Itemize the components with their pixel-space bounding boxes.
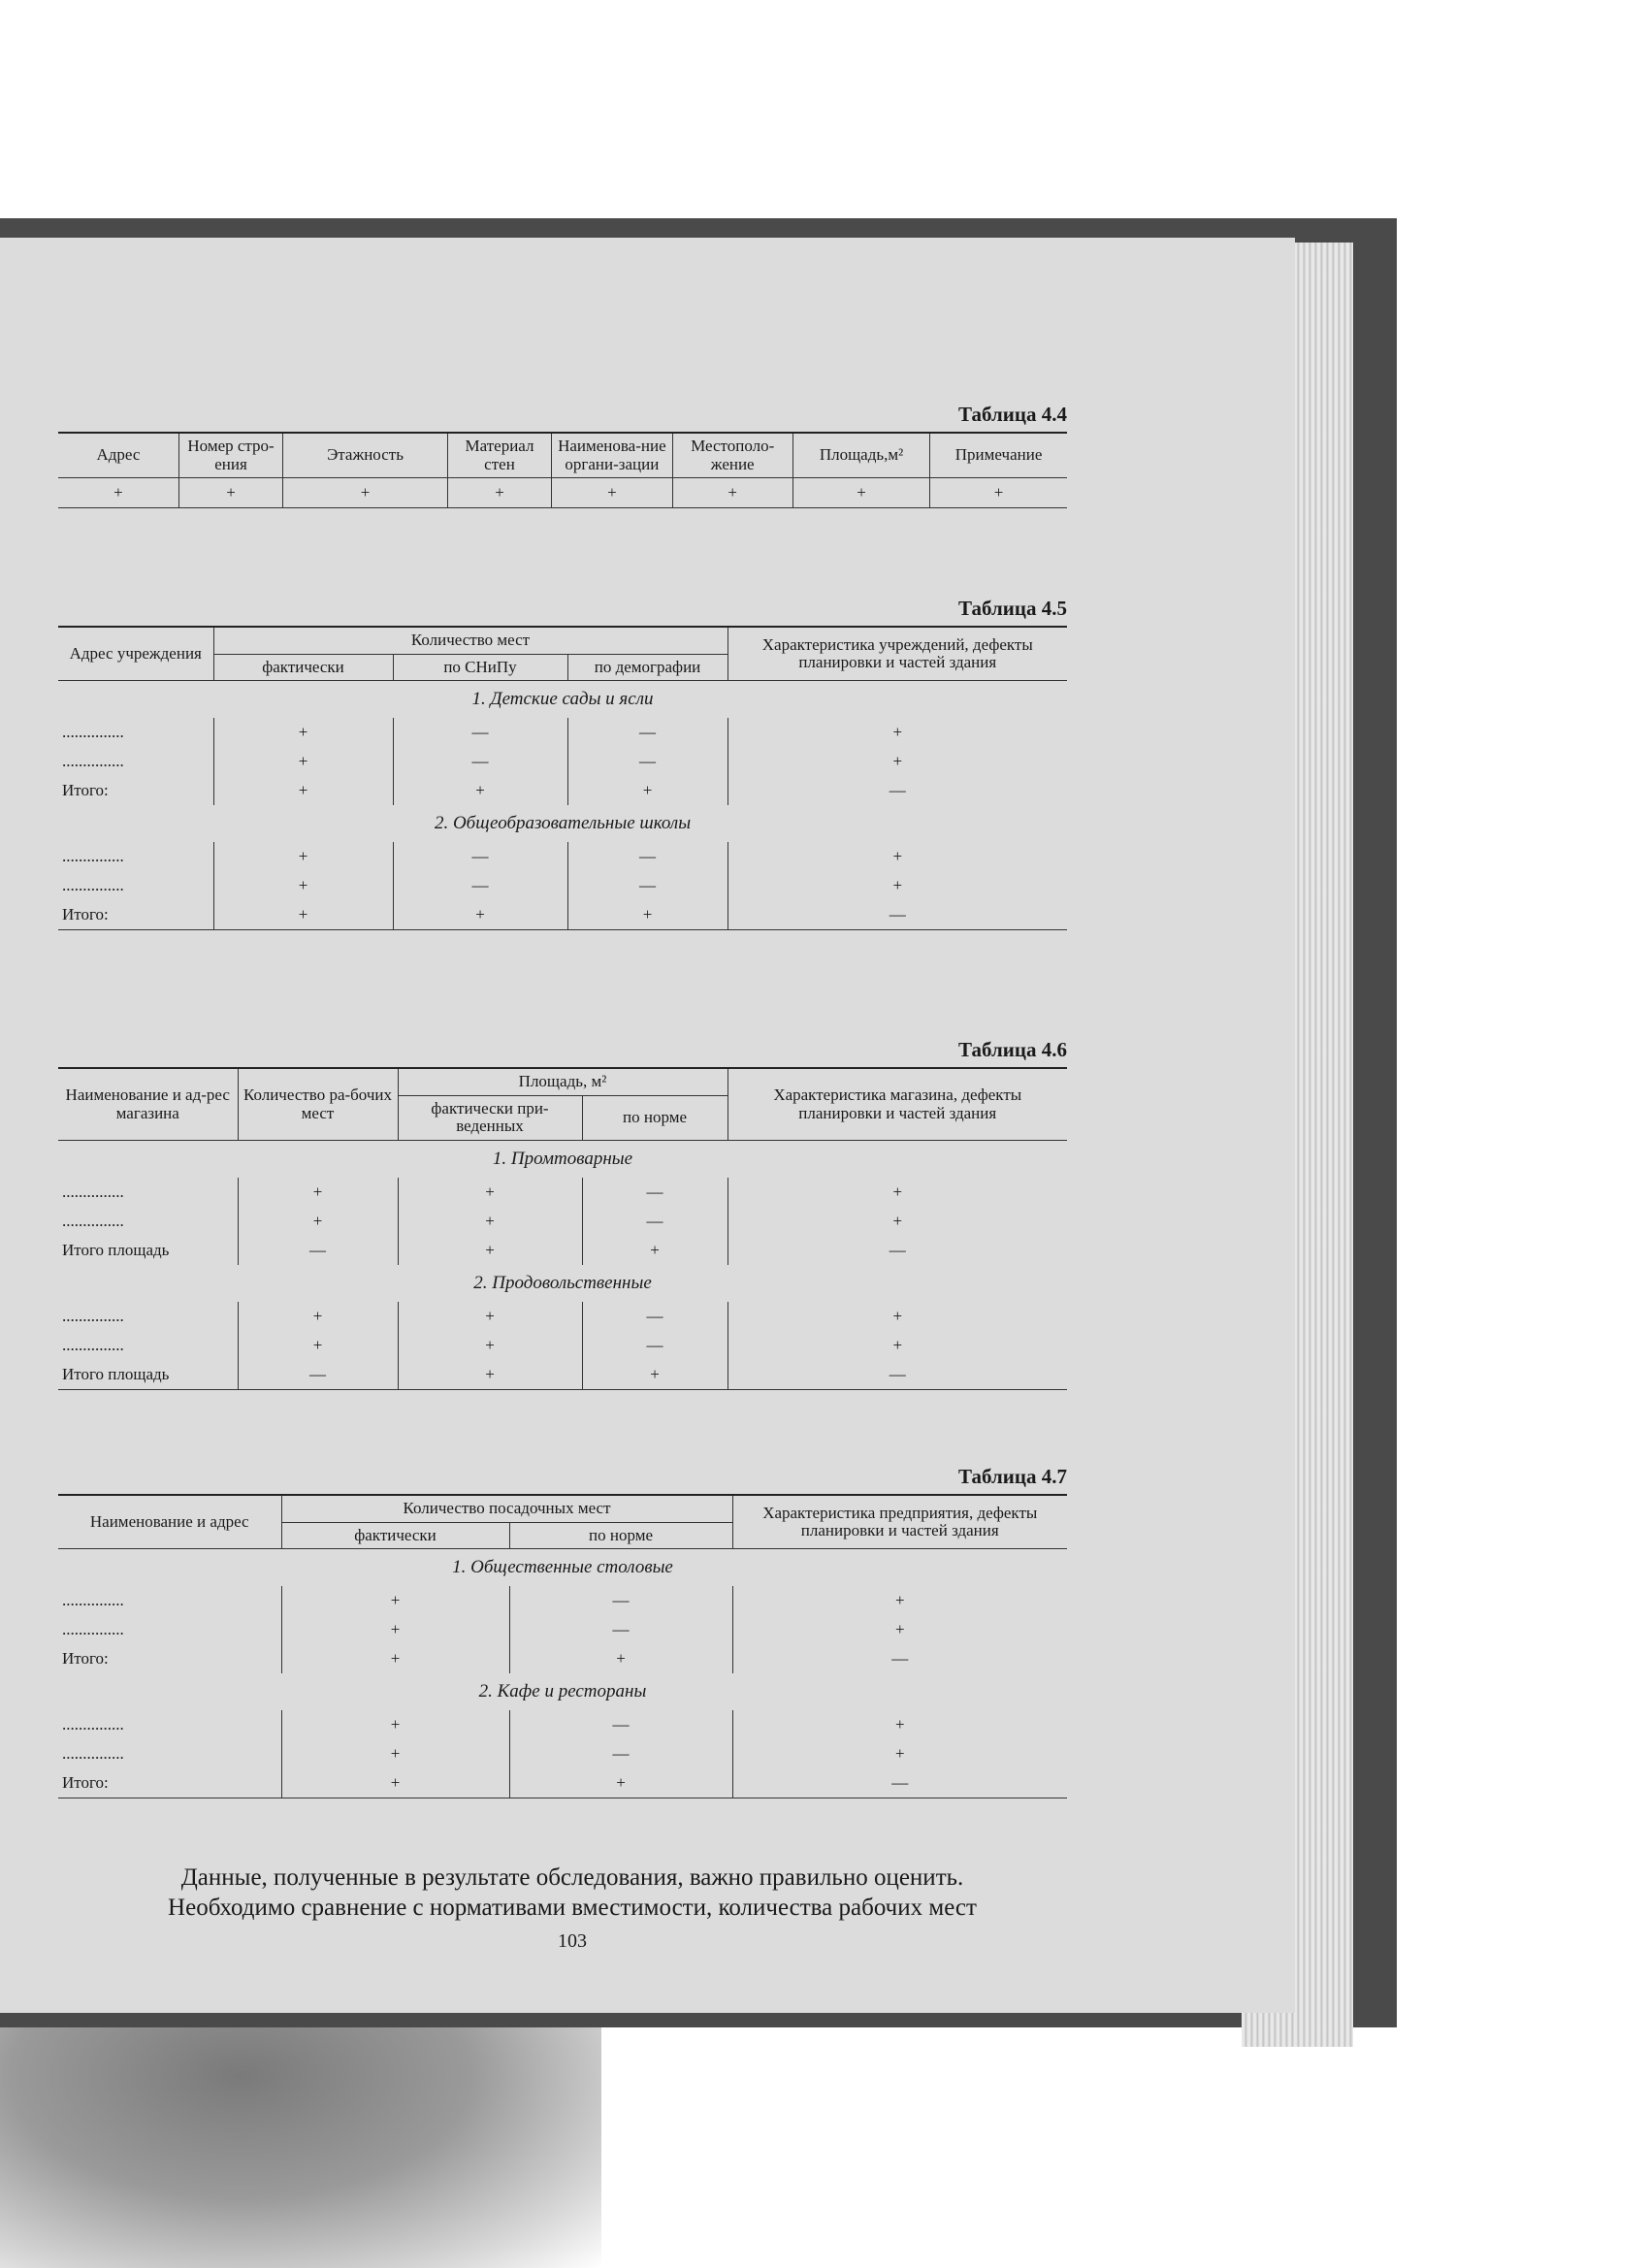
section-title: 2. Кафе и рестораны: [478, 1681, 647, 1702]
header-fact: фактически: [281, 1522, 509, 1549]
row-label: ...............: [58, 1710, 281, 1739]
table-row: [58, 1302, 1067, 1331]
table-header-row: [58, 1495, 1067, 1522]
header-workers: Количество ра-бочих мест: [238, 1068, 398, 1141]
cell: +: [728, 1178, 1067, 1207]
cell: +: [398, 1207, 582, 1236]
cell: +: [213, 871, 393, 900]
cell: +: [281, 1739, 509, 1768]
table-4-7-caption: Таблица 4.7: [958, 1465, 1067, 1488]
cell: +: [552, 478, 672, 508]
cell: +: [728, 1302, 1067, 1331]
table-row: [58, 1768, 1067, 1798]
table-4-4-caption: Таблица 4.4: [958, 403, 1067, 426]
cell: +: [213, 776, 393, 805]
cell: +: [509, 1768, 732, 1798]
table-row: [58, 1207, 1067, 1236]
cell: +: [672, 478, 792, 508]
table-row: [58, 776, 1067, 805]
cell: +: [567, 776, 728, 805]
header-fact: фактически: [213, 654, 393, 681]
row-label: ...............: [58, 842, 213, 871]
cell: —: [238, 1360, 398, 1390]
table-4-5: [58, 626, 1067, 930]
cell: +: [213, 900, 393, 930]
cell: +: [213, 747, 393, 776]
table-row: [58, 1615, 1067, 1644]
header-cell: Наименова-ние органи-зации: [552, 433, 672, 478]
table-header-row: [58, 627, 1067, 654]
header-name: Наименование и адрес: [58, 1495, 281, 1549]
section-row: [58, 1141, 1067, 1179]
row-label: ...............: [58, 1331, 238, 1360]
cell: +: [393, 776, 567, 805]
cell: —: [567, 842, 728, 871]
cell: —: [728, 776, 1067, 805]
cell: +: [447, 478, 551, 508]
table-4-5-caption: Таблица 4.5: [958, 597, 1067, 620]
body-text-line: Данные, полученные в результате обследования, важно правильно оценить.: [180, 1864, 964, 1891]
row-label: Итого:: [58, 900, 213, 930]
cell: —: [509, 1739, 732, 1768]
cell: +: [582, 1236, 728, 1265]
cell: —: [728, 900, 1067, 930]
table-row: [58, 747, 1067, 776]
row-label: Итого площадь: [58, 1360, 238, 1390]
cell: +: [281, 1768, 509, 1798]
section-row: [58, 1549, 1067, 1587]
cell: —: [393, 871, 567, 900]
table-row: [58, 1644, 1067, 1673]
header-cell: Площадь,м²: [792, 433, 929, 478]
section-title: 1. Промтоварные: [58, 1141, 1067, 1179]
cell: —: [238, 1236, 398, 1265]
cell: —: [393, 842, 567, 871]
header-cell: Материал стен: [447, 433, 551, 478]
cell: —: [567, 871, 728, 900]
cell: +: [732, 1739, 1067, 1768]
table-header-row: [58, 433, 1067, 478]
cell: —: [582, 1331, 728, 1360]
cell: —: [567, 747, 728, 776]
table-4-4: [58, 432, 1067, 508]
row-label: ...............: [58, 1207, 238, 1236]
cell: +: [509, 1644, 732, 1673]
header-area: Площадь, м²: [398, 1068, 728, 1095]
cell: +: [238, 1207, 398, 1236]
cell: +: [238, 1331, 398, 1360]
header-cell: Адрес: [58, 433, 178, 478]
cell: +: [732, 1586, 1067, 1615]
section-title: 1. Общественные столовые: [58, 1549, 1067, 1587]
row-label: ...............: [58, 747, 213, 776]
cell: +: [567, 900, 728, 930]
table-row: [58, 1586, 1067, 1615]
header-characteristic: Характеристика учреждений, дефекты планировки и частей здания: [728, 627, 1067, 681]
cell: —: [509, 1615, 732, 1644]
cell: —: [582, 1178, 728, 1207]
cell: —: [728, 1236, 1067, 1265]
cell: +: [582, 1360, 728, 1390]
cell: +: [728, 747, 1067, 776]
cell: —: [509, 1586, 732, 1615]
hand-shadow: [0, 2027, 601, 2268]
cell: +: [213, 718, 393, 747]
row-label: ...............: [58, 1615, 281, 1644]
header-seats: Количество посадочных мест: [281, 1495, 732, 1522]
header-cell: Местополо-жение: [672, 433, 792, 478]
section-row: [58, 681, 1067, 719]
cell: +: [732, 1615, 1067, 1644]
header-characteristic: Характеристика магазина, дефекты планировки и частей здания: [728, 1068, 1067, 1141]
cell: —: [732, 1768, 1067, 1798]
row-label: Итого:: [58, 1644, 281, 1673]
table-row: [58, 842, 1067, 871]
table-row: [58, 718, 1067, 747]
row-label: Итого:: [58, 776, 213, 805]
row-label: Итого площадь: [58, 1236, 238, 1265]
cell: —: [582, 1302, 728, 1331]
section-row: [58, 1673, 1067, 1710]
row-label: Итого:: [58, 1768, 281, 1798]
row-label: ...............: [58, 1302, 238, 1331]
section-title: 2. Общеобразовательные школы: [434, 813, 692, 834]
table-row: [58, 900, 1067, 930]
cell: +: [283, 478, 448, 508]
header-address: Адрес учреждения: [58, 627, 213, 681]
table-row: [58, 478, 1067, 508]
cell: +: [281, 1644, 509, 1673]
cell: +: [398, 1360, 582, 1390]
cell: +: [398, 1178, 582, 1207]
cell: +: [393, 900, 567, 930]
section-row: [58, 1265, 1067, 1302]
body-text-line: Необходимо сравнение с нормативами вместимости, количества рабочих мест: [168, 1895, 977, 1921]
table-4-7: [58, 1494, 1067, 1798]
book-page: [0, 238, 1295, 2013]
section-title: 1. Детские сады и ясли: [58, 681, 1067, 719]
header-snip: по СНиПу: [393, 654, 567, 681]
row-label: ...............: [58, 1739, 281, 1768]
cell: +: [178, 478, 282, 508]
table-header-row: [58, 1068, 1067, 1095]
cell: +: [281, 1586, 509, 1615]
cell: +: [281, 1710, 509, 1739]
header-cell: Этажность: [283, 433, 448, 478]
body-text: [48, 1863, 1096, 1923]
cell: +: [281, 1615, 509, 1644]
cell: —: [582, 1207, 728, 1236]
row-label: ...............: [58, 1178, 238, 1207]
header-fact: фактически при-веденных: [398, 1095, 582, 1140]
table-4-6-caption: Таблица 4.6: [958, 1038, 1067, 1061]
cell: +: [238, 1302, 398, 1331]
table-row: [58, 1178, 1067, 1207]
cell: +: [732, 1710, 1067, 1739]
table-4-6: [58, 1067, 1067, 1390]
header-cell: Номер стро-ения: [178, 433, 282, 478]
section-title: 2. Продовольственные: [473, 1273, 652, 1294]
header-cell: Примечание: [930, 433, 1067, 478]
page-number: 103: [558, 1930, 587, 1952]
header-norm: по норме: [582, 1095, 728, 1140]
cell: —: [728, 1360, 1067, 1390]
table-row: [58, 1739, 1067, 1768]
cell: +: [728, 718, 1067, 747]
row-label: ...............: [58, 1586, 281, 1615]
cell: +: [398, 1302, 582, 1331]
cell: +: [238, 1178, 398, 1207]
cell: +: [930, 478, 1067, 508]
cell: +: [728, 871, 1067, 900]
cell: —: [567, 718, 728, 747]
table-row: [58, 1331, 1067, 1360]
cell: +: [213, 842, 393, 871]
table-row: [58, 1236, 1067, 1265]
header-name: Наименование и ад-рес магазина: [58, 1068, 238, 1141]
table-row: [58, 871, 1067, 900]
cell: +: [398, 1331, 582, 1360]
cell: —: [393, 747, 567, 776]
header-demography: по демографии: [567, 654, 728, 681]
table-row: [58, 1360, 1067, 1390]
cell: +: [728, 1207, 1067, 1236]
row-label: ...............: [58, 718, 213, 747]
table-row: [58, 1710, 1067, 1739]
cell: +: [728, 842, 1067, 871]
header-norm: по норме: [509, 1522, 732, 1549]
header-characteristic: Характеристика предприятия, дефекты планировки и частей здания: [732, 1495, 1067, 1549]
cell: +: [728, 1331, 1067, 1360]
cell: +: [398, 1236, 582, 1265]
cell: —: [732, 1644, 1067, 1673]
cell: —: [393, 718, 567, 747]
cell: —: [509, 1710, 732, 1739]
cell: +: [58, 478, 178, 508]
header-places: Количество мест: [213, 627, 728, 654]
row-label: ...............: [58, 871, 213, 900]
section-row: [58, 805, 1067, 842]
cell: +: [792, 478, 929, 508]
